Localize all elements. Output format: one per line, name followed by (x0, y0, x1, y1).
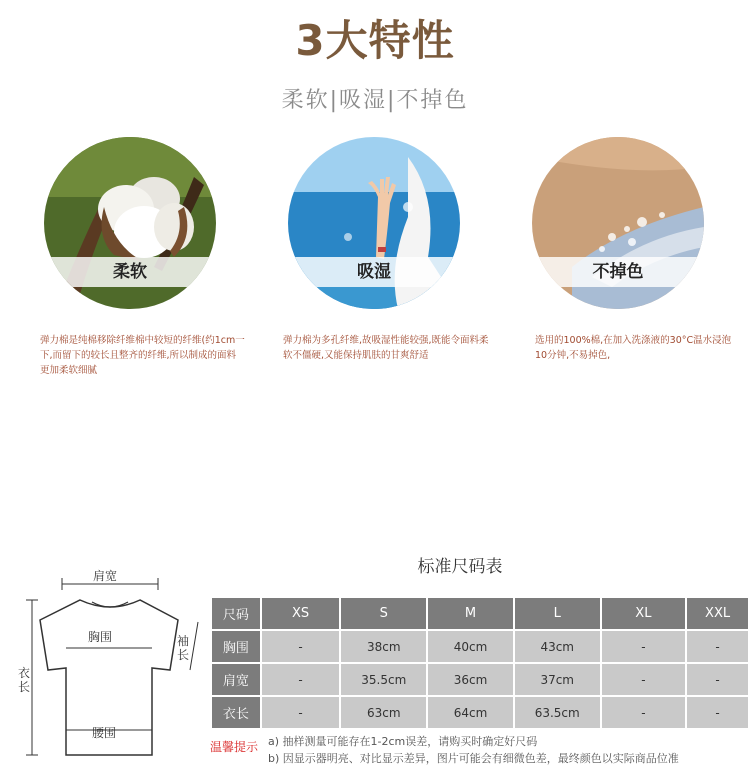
size-table (210, 596, 750, 730)
table-cell: - (261, 630, 341, 663)
feature-soft (30, 137, 230, 309)
feature-soft-label: 柔软 (44, 257, 216, 287)
tip-a: a) 抽样测量可能存在1-2cm误差，请购买时确定好尺码 (268, 735, 538, 748)
diagram-waist-label: 腰围 (92, 726, 117, 740)
table-cell: 35.5cm (340, 663, 427, 696)
table-cell: 40cm (427, 630, 514, 663)
feature-subtitle: 柔软|吸湿|不掉色 (281, 88, 469, 113)
feature-absorb (274, 137, 474, 309)
diagram-sleeve-label: 袖长 (177, 634, 190, 662)
table-cell: 43cm (514, 630, 601, 663)
table-cell: 64cm (427, 696, 514, 729)
table-cell: 63cm (340, 696, 427, 729)
table-row (211, 630, 749, 663)
table-cell: - (601, 630, 687, 663)
header-cell: XS (261, 597, 341, 630)
tips-label: 温馨提示 (210, 740, 259, 754)
table-cell: - (601, 663, 687, 696)
header-cell: S (340, 597, 427, 630)
feature-colorfast-label: 不掉色 (532, 257, 704, 287)
table-row (211, 663, 749, 696)
feature-colorfast (518, 137, 718, 309)
feature-colorfast-desc: 选用的100%棉,在加入洗涤液的30°C温水浸泡10分钟,不易掉色, (535, 335, 732, 361)
table-cell: - (261, 696, 341, 729)
row-label: 肩宽 (211, 663, 261, 696)
header-cell: M (427, 597, 514, 630)
size-table-header (211, 597, 749, 630)
diagram-shoulder-label: 肩宽 (93, 569, 118, 583)
fabric-image (532, 137, 704, 309)
table-row (211, 696, 749, 729)
row-label: 胸围 (211, 630, 261, 663)
beach-image (288, 137, 460, 309)
header-cell: XL (601, 597, 687, 630)
feature-absorb-label: 吸湿 (288, 257, 460, 287)
header-cell: L (514, 597, 601, 630)
table-cell: - (686, 663, 749, 696)
feature-soft-desc: 弹力棉是纯棉移除纤维棉中较短的纤维(约1cm一下,而留下的较长且整齐的纤维,所以制成的面料更加柔软细腻 (40, 335, 245, 376)
table-cell: 63.5cm (514, 696, 601, 729)
header-cell: 尺码 (211, 597, 261, 630)
cotton-image (44, 137, 216, 309)
header-cell: XXL (686, 597, 749, 630)
table-cell: - (601, 696, 687, 729)
table-cell: 38cm (340, 630, 427, 663)
page-title: 3大特性 (295, 16, 455, 65)
feature-absorb-desc: 弹力棉为多孔纤维,故吸湿性能较强,既能令面料柔软不僵硬,又能保持肌肤的甘爽舒适 (283, 335, 489, 361)
table-cell: 36cm (427, 663, 514, 696)
diagram-chest-label: 胸围 (88, 630, 113, 644)
table-cell: - (686, 630, 749, 663)
table-cell: - (686, 696, 749, 729)
table-cell: - (261, 663, 341, 696)
table-cell: 37cm (514, 663, 601, 696)
size-chart-title: 标准尺码表 (417, 557, 503, 577)
row-label: 衣长 (211, 696, 261, 729)
tip-b: b) 因显示器明亮、对比显示差异，图片可能会有细微色差，最终颜色以实际商品位准 (268, 752, 679, 765)
diagram-length-label: 衣长 (18, 666, 31, 694)
